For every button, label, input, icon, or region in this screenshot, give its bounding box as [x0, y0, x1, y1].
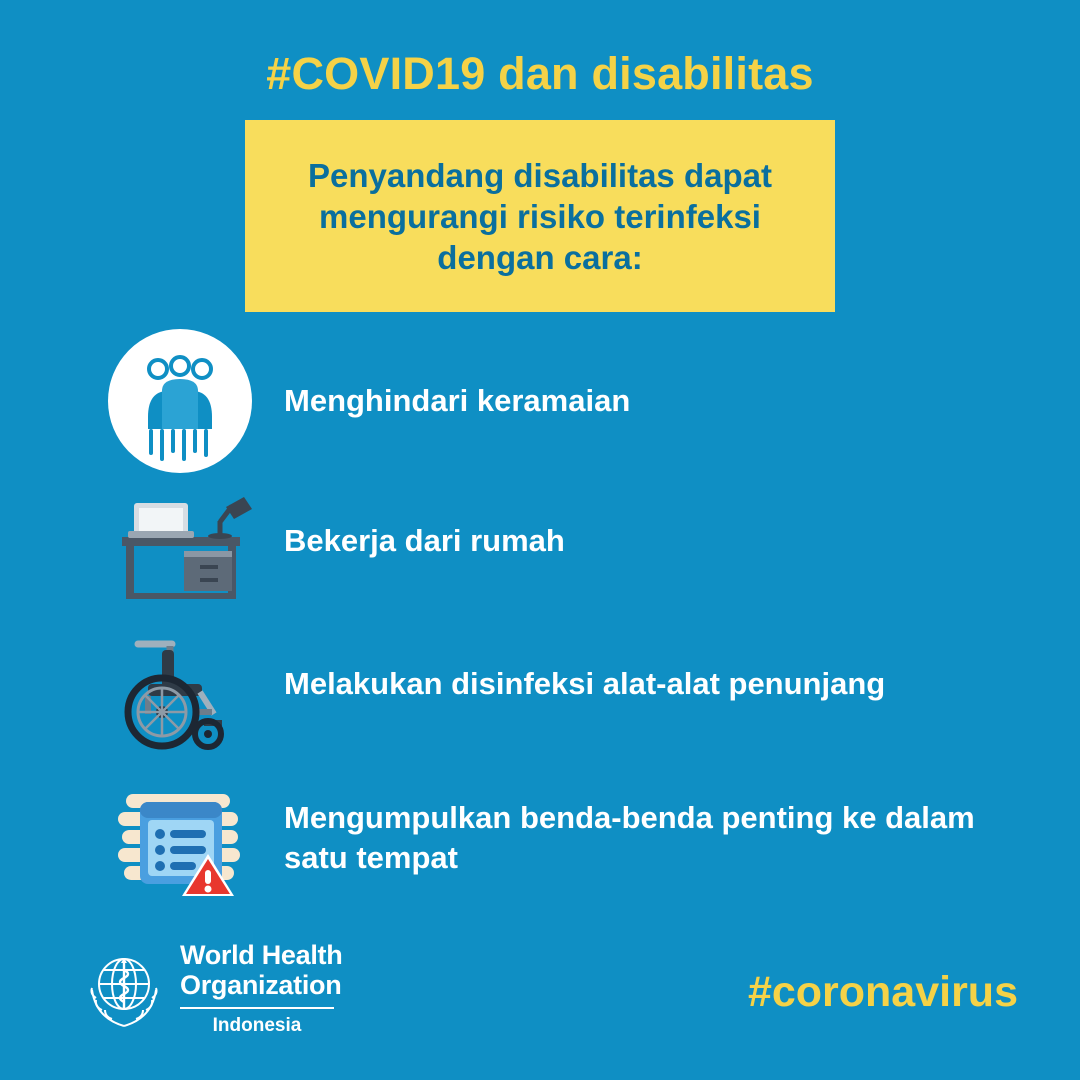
list-item-label: Bekerja dari rumah: [284, 523, 565, 558]
crowd-of-people-icon: [104, 325, 256, 477]
desk-with-laptop-icon: [104, 465, 256, 617]
who-name-line-1: World Health: [180, 940, 343, 970]
emergency-supplies-checklist-icon: [104, 762, 256, 914]
list-item-label: Melakukan disinfeksi alat-alat penunjang: [284, 666, 886, 701]
who-emblem-icon: [78, 940, 170, 1032]
divider: [180, 1007, 334, 1009]
list-item-label: Menghindari keramaian: [284, 383, 631, 418]
list-item: [104, 762, 1024, 914]
list-item: [104, 608, 1024, 760]
hashtag-label: #coronavirus: [747, 968, 1018, 1016]
who-name-line-2: Organization: [180, 970, 342, 1000]
callout-text: Penyandang disabilitas dapat mengurangi risiko terinfeksi dengan cara:: [308, 156, 772, 276]
list-item-label: Mengumpulkan benda-benda penting ke dalam satu tempat: [284, 800, 975, 875]
list-item: [104, 465, 1024, 617]
callout-box: [245, 120, 835, 312]
who-logo: [78, 940, 342, 1037]
who-country-label: Indonesia: [212, 1015, 302, 1036]
list-item: [104, 325, 1024, 477]
wheelchair-icon: [104, 608, 256, 760]
page-title: #COVID19 dan disabilitas: [266, 48, 814, 99]
who-wordmark: [180, 940, 342, 1037]
